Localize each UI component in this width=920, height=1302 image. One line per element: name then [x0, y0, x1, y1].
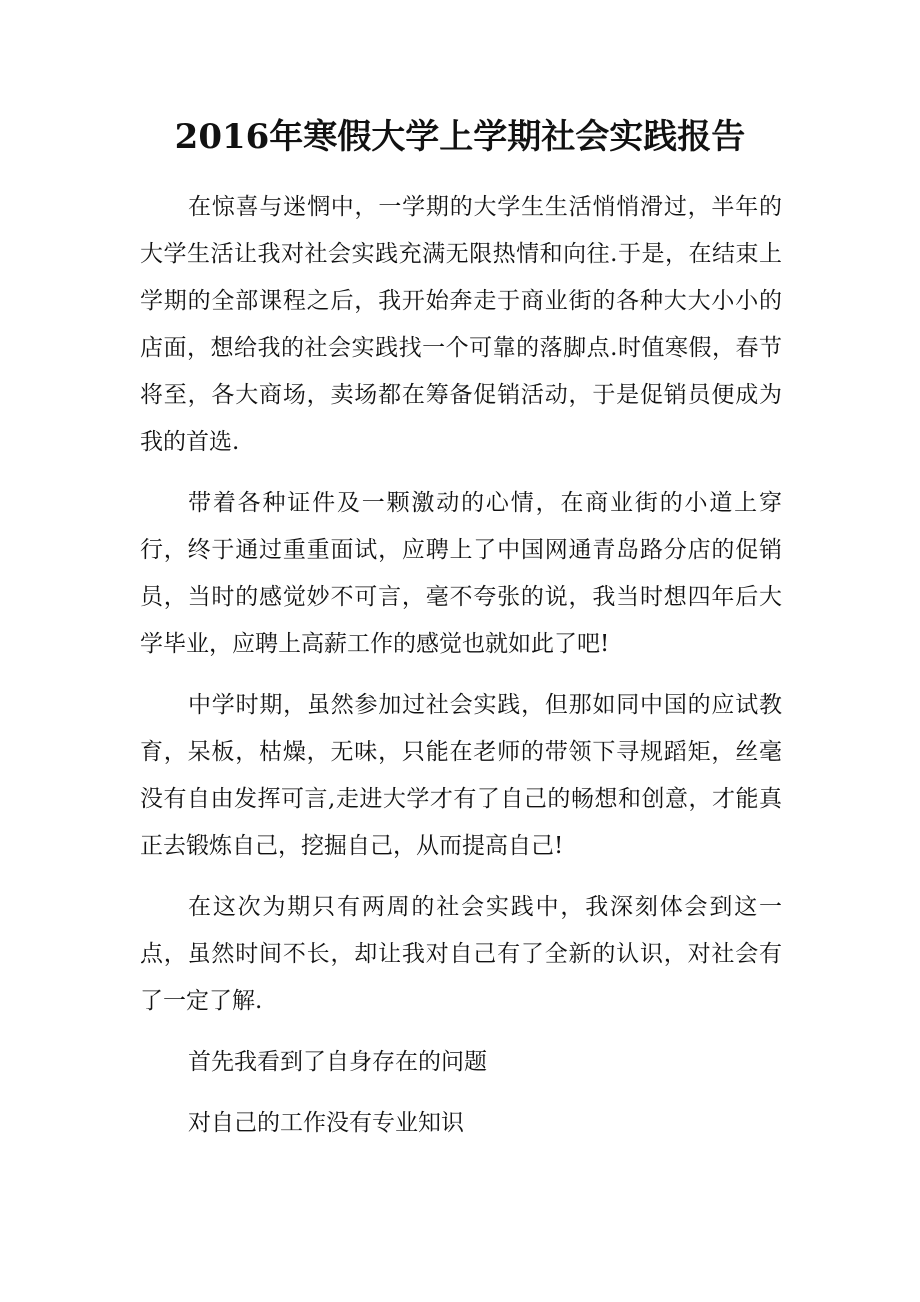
paragraph-4: 在这次为期只有两周的社会实践中，我深刻体会到这一点，虽然时间不长，却让我对自己有了全新的认识，对社会有了一定了解. — [140, 894, 782, 1014]
paragraph-2: 带着各种证件及一颗激动的心情，在商业街的小道上穿行，终于通过重重面试，应聘上了中国网通青岛路分店的促销员，当时的感觉妙不可言，毫不夸张的说，我当时想四年后大学毕业，应聘上高薪工作的感觉也就如此了吧! — [140, 490, 782, 657]
paragraph-6: 对自己的工作没有专业知识 — [188, 1110, 464, 1136]
paragraph-1: 在惊喜与迷惘中，一学期的大学生生活悄悄滑过，半年的大学生活让我对社会实践充满无限热情和向往.于是，在结束上学期的全部课程之后，我开始奔走于商业街的各种大大小小的店面，想给我的社会实践找一个可靠的落脚点.时值寒假，春节将至，各大商场，卖场都在筹备促销活动，于是促销员便成为我的首选. — [140, 194, 782, 455]
paragraph-3: 中学时期，虽然参加过社会实践，但那如同中国的应试教育，呆板，枯燥，无味，只能在老师的带领下寻规蹈矩，丝毫没有自由发挥可言,走进大学才有了自己的畅想和创意，才能真正去锻炼自己，挖掘自己，从而提高自己! — [140, 692, 782, 859]
document-title: 2016年寒假大学上学期社会实践报告 — [174, 117, 746, 157]
document-body — [140, 184, 782, 1161]
paragraph-5: 首先我看到了自身存在的问题 — [188, 1049, 487, 1075]
